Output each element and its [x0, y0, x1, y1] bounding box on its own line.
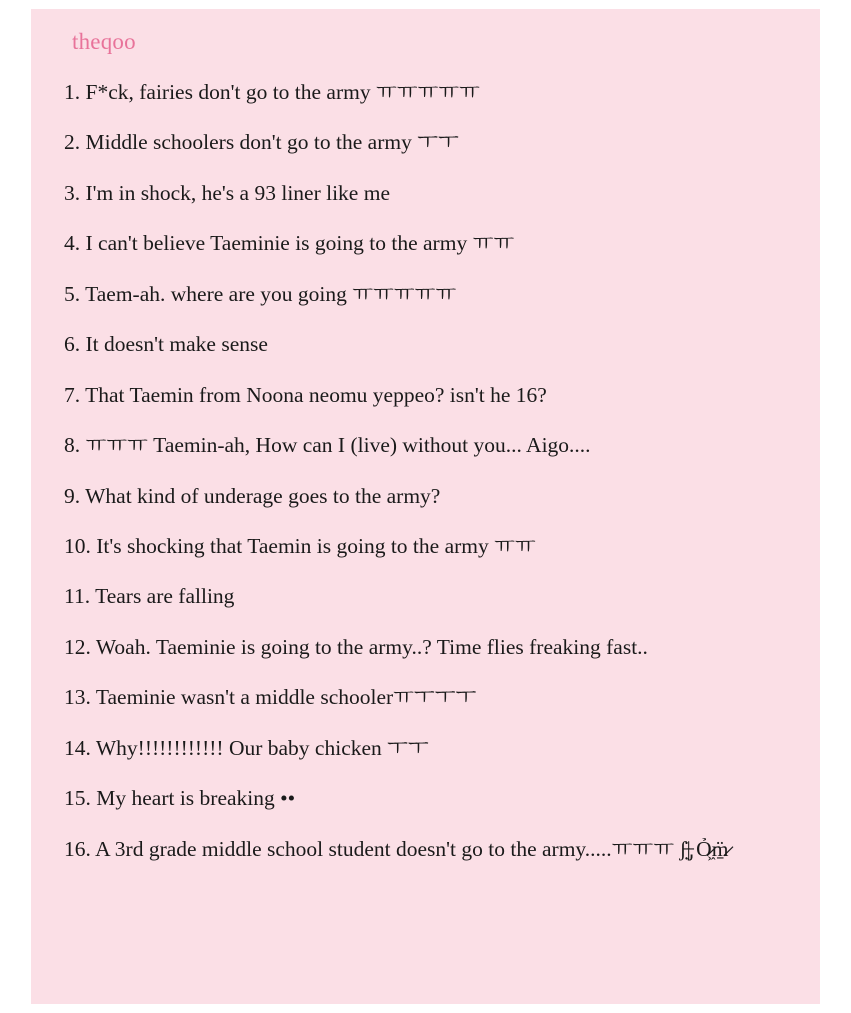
list-item: 13. Taeminie wasn't a middle schoolerㅠㅜㅜㅜ: [64, 685, 477, 710]
list-item: 16. A 3rd grade middle school student doesn't go to the army.....ㅠㅠㅠ ʃ̵̣̣̇̇|̵̡̡ Ỏ̷͖m̷̠̈: [64, 836, 729, 861]
list-item: 15. My heart is breaking ••: [64, 786, 296, 811]
list-item: 2. Middle schoolers don't go to the army ㅜㅜ: [64, 130, 459, 155]
list-item: 8. ㅠㅠㅠ Taemin-ah, How can I (live) without you... Aigo....: [64, 433, 591, 458]
list-item: 11. Tears are falling: [64, 584, 235, 609]
site-title: theqoo: [72, 29, 136, 54]
list-item: 9. What kind of underage goes to the army?: [64, 483, 441, 508]
list-item: 5. Taem-ah. where are you going ㅠㅠㅠㅠㅠ: [64, 281, 457, 306]
list-item: 4. I can't believe Taeminie is going to the army ㅠㅠ: [64, 231, 515, 256]
list-item: 1. F*ck, fairies don't go to the army ㅠㅠㅠㅠㅠ: [64, 80, 480, 104]
post-page: [31, 9, 820, 1004]
list-item: 6. It doesn't make sense: [64, 332, 268, 357]
list-item: 7. That Taemin from Noona neomu yeppeo? isn't he 16?: [64, 382, 547, 407]
list-item: 14. Why!!!!!!!!!!!! Our baby chicken ㅜㅜ: [64, 735, 429, 760]
list-item: 3. I'm in shock, he's a 93 liner like me: [64, 180, 390, 205]
list-item: 12. Woah. Taeminie is going to the army..? Time flies freaking fast..: [64, 634, 648, 659]
list-item: 10. It's shocking that Taemin is going to the army ㅠㅠ: [64, 533, 536, 558]
comment-list: [64, 79, 800, 864]
